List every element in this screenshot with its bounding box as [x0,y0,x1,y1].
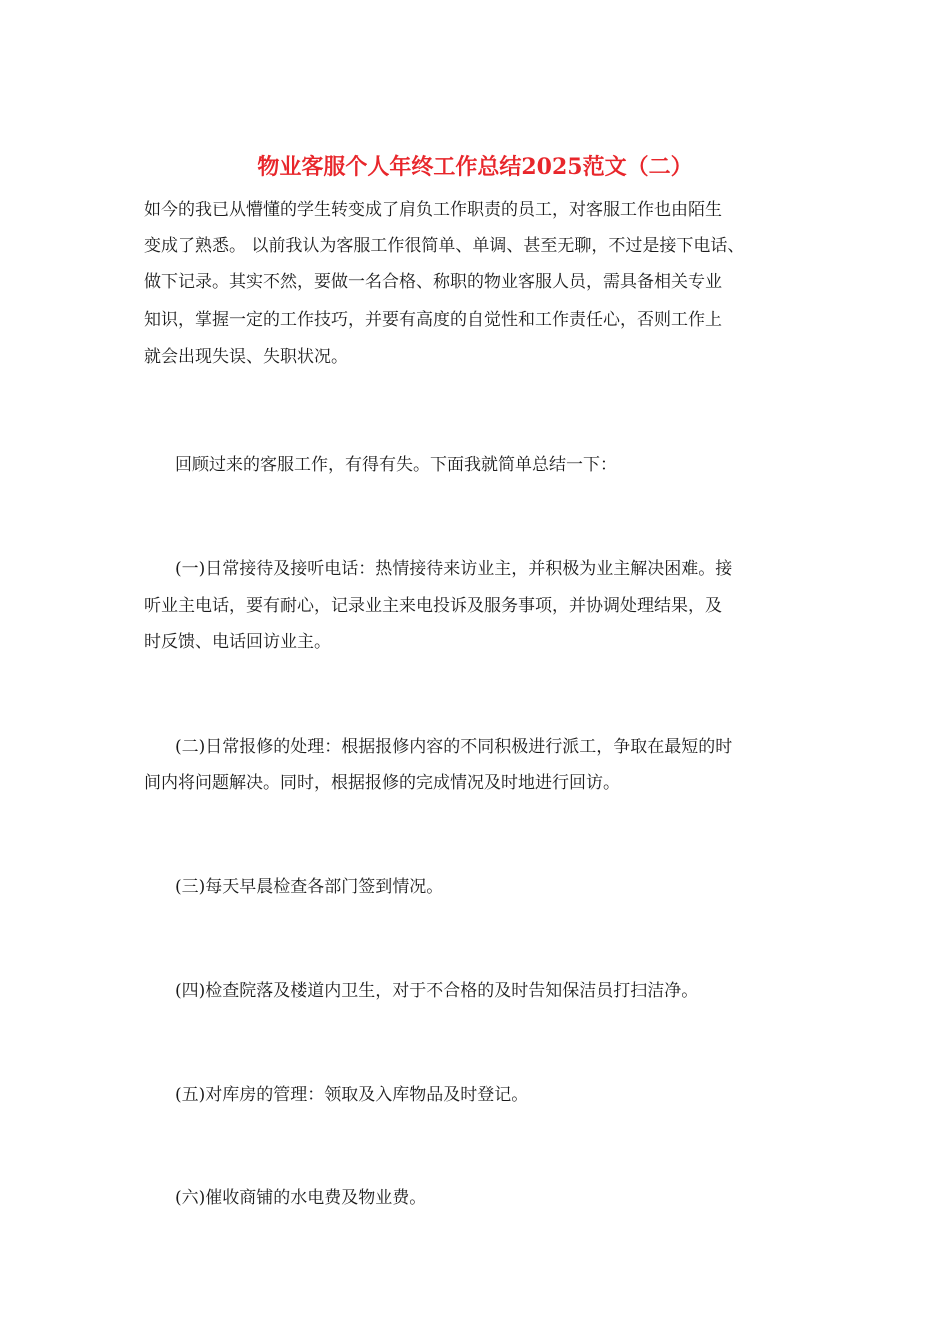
paragraph-line: 听业主电话，要有耐心，记录业主来电投诉及服务事项，并协调处理结果，及 [144,596,722,616]
document-title: 物业客服个人年终工作总结2025范文（二） [257,154,693,180]
paragraph-line: 时反馈、电话回访业主。 [144,632,331,652]
paragraph-line: 做下记录。其实不然，要做一名合格、称职的物业客服人员，需具备相关专业 [144,272,722,292]
paragraph-line: (三)每天早晨检查各部门签到情况。 [175,877,444,897]
paragraph-line: 知识，掌握一定的工作技巧，并要有高度的自觉性和工作责任心，否则工作上 [144,310,722,330]
paragraph-line: (二)日常报修的处理：根据报修内容的不同积极进行派工，争取在最短的时 [175,737,733,757]
paragraph-line: (四)检查院落及楼道内卫生，对于不合格的及时告知保洁员打扫洁净。 [175,981,699,1001]
paragraph-line: 回顾过来的客服工作，有得有失。下面我就简单总结一下： [175,455,617,475]
paragraph-line: (五)对库房的管理：领取及入库物品及时登记。 [175,1085,529,1105]
paragraph-line: (六)催收商铺的水电费及物业费。 [175,1188,427,1208]
paragraph-line: 间内将问题解决。同时，根据报修的完成情况及时地进行回访。 [144,773,620,793]
paragraph-line: 变成了熟悉。 以前我认为客服工作很简单、单调、甚至无聊，不过是接下电话、 [144,236,745,256]
paragraph-line: 如今的我已从懵懂的学生转变成了肩负工作职责的员工，对客服工作也由陌生 [144,200,722,220]
paragraph-line: (一)日常接待及接听电话：热情接待来访业主，并积极为业主解决困难。接 [175,559,733,579]
paragraph-line: 就会出现失误、失职状况。 [144,347,348,367]
